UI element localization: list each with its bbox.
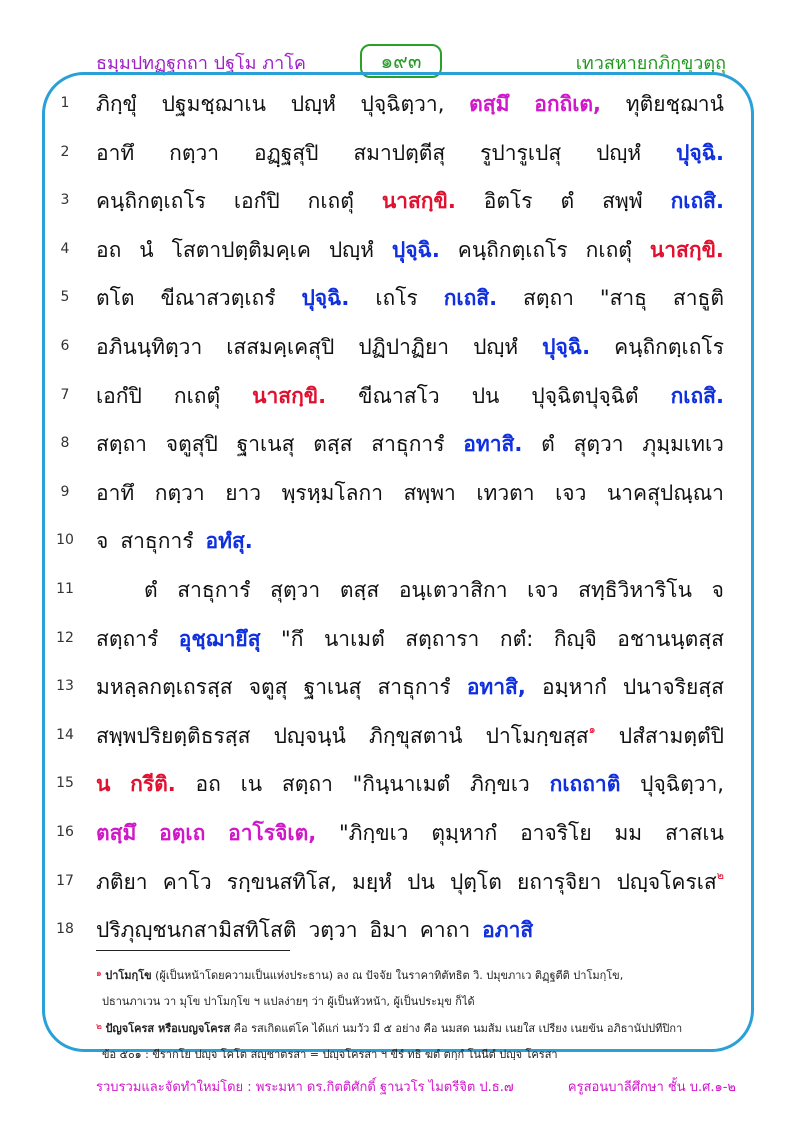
- line-number: 8: [60, 435, 70, 452]
- text-line: [96, 185, 724, 218]
- word: จตูสุ: [248, 675, 288, 700]
- highlighted-word: นาสกฺขิ.: [381, 189, 456, 214]
- word: สตฺถารํ: [96, 626, 159, 651]
- word: อาจริโย: [520, 821, 592, 845]
- text-line: [96, 88, 724, 121]
- line-number: 17: [56, 872, 74, 889]
- word: รูปารูเปสุ: [480, 140, 562, 165]
- line-number: 15: [56, 775, 74, 792]
- line-number: 13: [56, 678, 74, 695]
- text-line: [96, 234, 724, 267]
- word: ปสํสามตฺตํปิ: [618, 723, 724, 748]
- highlighted-word: ปุจฺฉิ.: [542, 335, 591, 359]
- word: ปญฺหํ: [596, 140, 642, 165]
- line-number: 4: [60, 240, 70, 257]
- word: สุตฺวา: [573, 432, 624, 457]
- highlighted-word: อุชฺฌายึสุ: [178, 626, 261, 651]
- word: นาเมตํ: [323, 626, 385, 651]
- word: ปญฺจโครเส: [616, 869, 717, 894]
- footnote-term: ปัญจโครส หรือเบญจโครส: [105, 1022, 231, 1035]
- text-line: [96, 768, 724, 801]
- footnote-line: [96, 1045, 742, 1063]
- word: ปญฺจนฺนํ: [273, 723, 346, 748]
- word: กิญฺจิ: [553, 626, 597, 651]
- word: ตสฺส: [313, 432, 353, 457]
- word: ปญฺหํ: [328, 237, 374, 262]
- footnote-term: ปาโมกฺโข: [105, 969, 152, 982]
- word: ขีณาสโว: [358, 383, 440, 408]
- word: ตํ: [541, 432, 555, 457]
- word: ภิกฺขเว: [469, 772, 530, 797]
- text-line: [96, 817, 724, 850]
- highlighted-word: กเถสิ.: [443, 286, 498, 311]
- word: ตสฺส: [339, 578, 380, 602]
- word: สาธูติ: [672, 286, 724, 311]
- line-number: 10: [56, 532, 74, 549]
- footer-compiler: รวบรวมและจัดทำใหม่โดย : พระมหา ดร.กิตติศักดิ์ ฐานวโร ไมตรีจิต ป.ธ.๗: [96, 1080, 514, 1095]
- highlighted-word: ตสฺมึ: [469, 92, 510, 116]
- word: เถโร: [375, 286, 418, 311]
- highlighted-word: ปุจฺฉิ.: [676, 140, 724, 165]
- line-number: 9: [60, 483, 70, 500]
- word: สพฺพํ: [602, 189, 643, 214]
- word: อชานนฺตสฺส: [617, 626, 724, 651]
- word: คนฺถิกตฺเถโร: [457, 237, 568, 262]
- word: สาสเน: [664, 821, 724, 845]
- text-line: [96, 477, 724, 510]
- text-line: [96, 428, 724, 461]
- line-number: 18: [56, 921, 74, 938]
- text-line: [96, 720, 724, 753]
- word: ปาโมกฺขสฺส: [485, 723, 589, 748]
- word: อภินนฺทิตฺวา: [96, 335, 203, 359]
- footnote-marker[interactable]: ๒: [716, 868, 724, 882]
- page-footer: [96, 1076, 736, 1097]
- highlighted-word: อกถิเต,: [534, 92, 602, 116]
- word: จ: [96, 529, 109, 554]
- word: คาโว: [162, 869, 212, 894]
- word: อถ: [195, 772, 221, 797]
- text-line: [96, 671, 724, 704]
- story-title: เทวสหายกภิกฺขุวตฺถุ: [575, 53, 726, 74]
- book-title: ธมฺมปทฏฺฐกถา ปฐโม ภาโค: [96, 53, 306, 74]
- highlighted-word: กเถสิ.: [670, 383, 724, 408]
- word: สทฺธิวิหาริโน: [578, 578, 692, 602]
- word: สตฺถา: [523, 286, 574, 311]
- word: ภิกฺขุสตานํ: [369, 723, 463, 748]
- word: สพฺพปริยตฺติธรสฺส: [96, 723, 251, 748]
- word: ยถารุจิยา: [516, 869, 602, 894]
- word: กเถตุํ: [307, 189, 354, 214]
- word: อนฺเตวาสิกา: [398, 578, 508, 602]
- line-number: 11: [56, 581, 74, 597]
- word: ปญฺหํ: [290, 92, 336, 116]
- footnote-mark: ๑: [96, 969, 102, 979]
- page-number: ๑๙๓: [360, 44, 442, 78]
- word: สาธุการํ: [177, 578, 251, 602]
- word: "สาธุ: [599, 286, 647, 311]
- word: อถ: [96, 237, 122, 262]
- footer-course: ครูสอนบาลีศึกษา ชั้น บ.ศ.๑-๒: [567, 1080, 736, 1095]
- word: กตฺวา: [169, 140, 220, 165]
- word: สมาปตฺตีสุ: [353, 140, 446, 165]
- word: ปญฺหํ: [473, 335, 519, 359]
- word: พฺรหฺมโลกา: [281, 480, 384, 505]
- word: กเถตุํ: [585, 237, 632, 262]
- word: ปุจฺฉิตฺวา,: [360, 92, 445, 116]
- highlighted-word: กเถสิ.: [670, 189, 724, 214]
- word: ฐาเนสุ: [236, 432, 295, 457]
- word: มหลฺลกตฺเถรสฺส: [96, 675, 233, 700]
- highlighted-word: อทาสิ,: [466, 675, 526, 700]
- word: สตฺถารา: [405, 626, 480, 651]
- word: คนฺถิกตฺเถโร: [614, 335, 724, 359]
- text-line: [96, 525, 724, 558]
- word: ตํ: [560, 189, 575, 214]
- footnote-mark: ๒: [96, 1022, 102, 1032]
- word: อิตโร: [483, 189, 533, 214]
- footnote-divider: [96, 950, 290, 951]
- line-number: 2: [60, 143, 70, 160]
- word-with-footnote: [617, 866, 724, 899]
- word: ปุจฺฉิตฺวา,: [640, 772, 724, 797]
- highlighted-word: ปุจฺฉิ.: [301, 286, 350, 311]
- highlighted-word: อทาสิ.: [463, 432, 523, 457]
- word: ภุมฺมเทเว: [642, 432, 724, 457]
- word: "กินฺนาเมตํ: [352, 772, 451, 797]
- footnote-text: ปธานภาเวน วา มุโข ปาโมกฺโข ฯ แปลง่ายๆ ว่า ผู้เป็นหัวหน้า, ผู้เป็นประมุข ก็ได้: [102, 995, 475, 1008]
- word: จ: [711, 578, 724, 602]
- line-number: 5: [60, 289, 70, 306]
- word: คาถา: [419, 918, 471, 943]
- line-number: 14: [56, 726, 74, 743]
- footnote-text: ข้อ ๕๐๑ : ขีรากโย ปญฺจ โคโต สญฺชาตรสา = ปญฺจโครสา ฯ ขีรํ ทธิ ฆตํ ตกฺกํ โนนีตํ ปญฺจ โครสา: [102, 1048, 558, 1061]
- text-line: [96, 282, 724, 315]
- text-line: [96, 380, 724, 413]
- text-line: [96, 866, 724, 899]
- text-line: [96, 914, 724, 947]
- word: กตฺวา: [154, 480, 205, 505]
- footnote-line: [96, 1019, 736, 1037]
- word: ตํ: [144, 578, 158, 602]
- word: สาธุการํ: [120, 529, 194, 554]
- footnote-text: คือ รสเกิดแต่โค ได้แก่ นมวัว มี ๕ อย่าง คือ นมสด นมส้ม เนยใส เปรียง เนยข้น อภิธานัปปทีปิกา: [230, 1022, 683, 1035]
- word: ปน: [407, 869, 435, 894]
- word: คนฺถิกตฺเถโร: [96, 189, 206, 214]
- word: ปริภุญฺชนกสามิสทิโสติ: [96, 918, 297, 943]
- word: จตูสุปิ: [165, 432, 218, 457]
- word: อิมา: [369, 918, 408, 943]
- word: โสตาปตฺติมคฺเค: [171, 237, 311, 262]
- word: เอกํปิ: [96, 383, 142, 408]
- word: เทวตา: [476, 480, 535, 505]
- text-line: [96, 137, 724, 170]
- footnote-marker[interactable]: ๑: [588, 722, 596, 736]
- word: เสสมคฺเคสุปิ: [226, 335, 335, 359]
- word: กตํ:: [499, 626, 534, 651]
- word: ปน: [471, 383, 500, 408]
- word: ปุจฺฉิตปุจฺฉิตํ: [531, 383, 639, 408]
- word: อฏฺฐสุปิ: [254, 140, 319, 165]
- text-frame: [42, 72, 754, 1052]
- highlighted-word: อทํสุ.: [205, 529, 253, 554]
- line-number: 6: [60, 338, 70, 354]
- word: ภิกฺขุํ: [96, 92, 137, 116]
- footnote-line: [96, 966, 736, 984]
- word: ฐาเนสุ: [303, 675, 362, 700]
- word: วตฺวา: [308, 918, 358, 943]
- word: "กึ: [281, 626, 304, 651]
- word: ปฐมชฺฌาเน: [161, 92, 266, 116]
- text-line: [96, 331, 724, 364]
- word: รกฺขนสทิโส,: [226, 869, 337, 894]
- highlighted-word: ตสฺมึ: [96, 821, 137, 845]
- word: สตฺถา: [96, 432, 147, 457]
- text-line: [96, 623, 724, 656]
- word: มม: [614, 821, 643, 845]
- word: ปุตฺโต: [449, 869, 502, 894]
- line-number: 16: [56, 824, 74, 840]
- word: อาทึ: [96, 140, 135, 165]
- word: เน: [240, 772, 263, 797]
- text-line: [96, 574, 724, 607]
- word: ภติยา: [96, 869, 148, 894]
- highlighted-word: นาสกฺขิ.: [649, 237, 724, 262]
- word: อมฺหากํ: [541, 675, 607, 700]
- line-number: 12: [56, 629, 74, 646]
- word: ยาว: [225, 480, 262, 505]
- word: "ภิกฺขเว: [339, 821, 409, 845]
- word: อาทึ: [96, 480, 135, 505]
- word: สาธุการํ: [377, 675, 451, 700]
- word: มยฺหํ: [352, 869, 393, 894]
- highlighted-word: อาโรจิเต,: [228, 821, 317, 845]
- line-number: 7: [60, 386, 70, 403]
- footnote-text: (ผู้เป็นหน้าโดยความเป็นแห่งประธาน) ลง ณ ปัจจัย ในราคาทิตัทธิต วิ. ปมุขภาเว ติฏฺฐตีติ ปาโมกฺโข,: [151, 969, 624, 982]
- highlighted-word: ปุจฺฉิ.: [391, 237, 440, 262]
- line-number: 3: [60, 192, 70, 209]
- word: ตุมฺหากํ: [431, 821, 498, 845]
- highlighted-word: อตฺเถ: [159, 821, 206, 845]
- footnote-line: [96, 992, 742, 1010]
- highlighted-word: กรีติ.: [130, 772, 176, 797]
- word: สาธุการํ: [371, 432, 445, 457]
- word: นํ: [139, 237, 154, 262]
- word: สุตฺวา: [270, 578, 321, 602]
- word: ขีณาสวตฺเถรํ: [160, 286, 276, 311]
- word: ตโต: [96, 286, 135, 311]
- word: เอกํปิ: [233, 189, 280, 214]
- highlighted-word: น: [96, 772, 111, 797]
- line-number: 1: [60, 95, 70, 111]
- word: สตฺถา: [281, 772, 333, 797]
- word: ปนาจริยสฺส: [622, 675, 724, 700]
- word: ปฏิปาฏิยา: [358, 335, 450, 359]
- highlighted-word: นาสกฺขิ.: [252, 383, 327, 408]
- word: กเถตุํ: [173, 383, 221, 408]
- word-with-footnote: [486, 720, 596, 753]
- word: ทุติยชฺฌานํ: [625, 92, 724, 116]
- word: เจว: [555, 480, 587, 505]
- highlighted-word: อภาสิ: [482, 918, 534, 943]
- word: เจว: [527, 578, 559, 602]
- word: สพฺพา: [403, 480, 456, 505]
- word: นาคสุปณฺณา: [606, 480, 724, 505]
- highlighted-word: กเถถาติ: [549, 772, 621, 797]
